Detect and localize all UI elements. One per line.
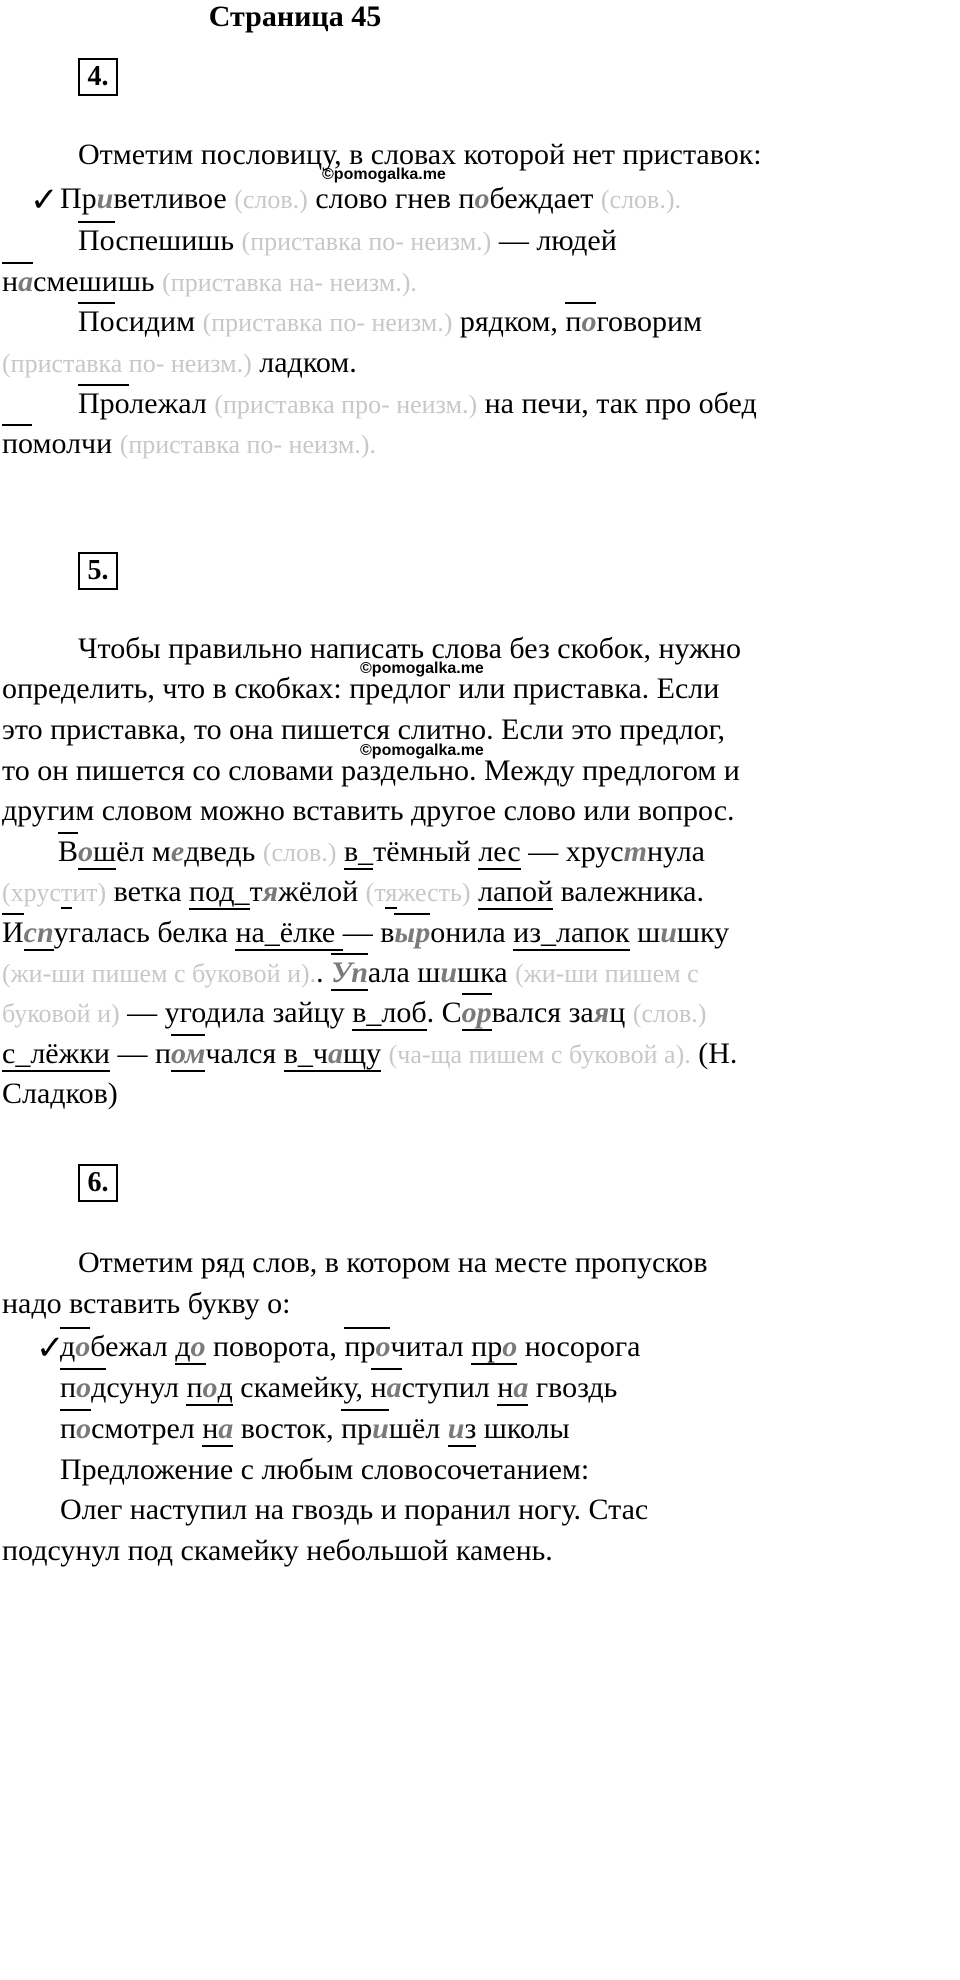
sentence-line-2: подсунул под скамейку небольшой камень. [2, 1534, 553, 1567]
word-row-1: добежал до поворота, прочитал про носорога [60, 1328, 640, 1366]
proverb-2-line-1: Поспешишь (приставка по- неизм.) — людей [78, 222, 617, 261]
sladkov-line-6: с_лёжки — помчался в_чащу (ча-ща пишем с буковой а). (Н. [2, 1035, 737, 1074]
watermark: ©pomogalka.me [360, 742, 484, 759]
sladkov-line-1: Вошёл медведь (слов.) в_тёмный лес — хрустнула [58, 833, 705, 872]
sentence-line-1: Олег наступил на гвоздь и поранил ногу. Стас [60, 1493, 649, 1526]
word-row-3: посмотрел на восток, пришёл из школы [60, 1410, 570, 1448]
task5-text-line-1: Чтобы правильно написать слова без скобок, нужно [78, 632, 741, 665]
sentence-label: Предложение с любым словосочетанием: [60, 1453, 590, 1486]
task-number-6: 6. [78, 1164, 118, 1202]
sladkov-author: Сладков) [2, 1077, 118, 1110]
task5-text-line-3: это приставка, то она пишется слитно. Если это предлог, [2, 713, 726, 746]
proverb-1: Приветливое (слов.) слово гнев побеждает (слов.). [60, 182, 681, 215]
checkmark-icon: ✓ [36, 1330, 65, 1367]
checkmark-icon: ✓ [30, 182, 59, 219]
task4-intro: Отметим пословицу, в словах которой нет приставок: [78, 138, 762, 171]
proverb-2-line-2: насмешишь (приставка на- неизм.). [2, 263, 417, 302]
task-number-4: 4. [78, 58, 118, 96]
page-title: Страница 45 [208, 0, 382, 33]
proverb-4-line-2: помолчи (приставка по- неизм.). [2, 425, 376, 464]
task5-text-line-4: то он пишется со словами раздельно. Между предлогом и [2, 754, 740, 787]
task6-intro-line-2: надо вставить букву о: [2, 1287, 291, 1320]
proverb-3-line-2: (приставка по- неизм.) ладком. [2, 346, 357, 379]
task5-text-line-2: определить, что в скобках: предлог или приставка. Если [2, 672, 720, 705]
proverb-4-line-1: Пролежал (приставка про- неизм.) на печи, так про обед [78, 385, 757, 424]
sladkov-line-2: (хрустит) ветка под_тяжёлой (тяжесть) лапой валежника. [2, 875, 704, 908]
word-row-2: подсунул под скамейку, наступил на гвоздь [60, 1369, 617, 1407]
watermark: ©pomogalka.me [360, 660, 484, 677]
sladkov-line-3: Испугалась белка на_ёлке — выронила из_лапок шишку [2, 914, 729, 952]
sladkov-line-4: (жи-ши пишем с буковой и).. Упала шишка (жи-ши пишем с [2, 954, 699, 993]
sladkov-line-5: буковой и) — угодила зайцу в_лоб. Сорвался заяц (слов.) [2, 994, 706, 1033]
task-number-5: 5. [78, 552, 118, 590]
task6-intro-line-1: Отметим ряд слов, в котором на месте пропусков [78, 1246, 708, 1279]
task5-text-line-5: другим словом можно вставить другое слово или вопрос. [2, 794, 735, 827]
watermark: ©pomogalka.me [322, 166, 446, 183]
proverb-3-line-1: Посидим (приставка по- неизм.) рядком, поговорим [78, 303, 702, 342]
